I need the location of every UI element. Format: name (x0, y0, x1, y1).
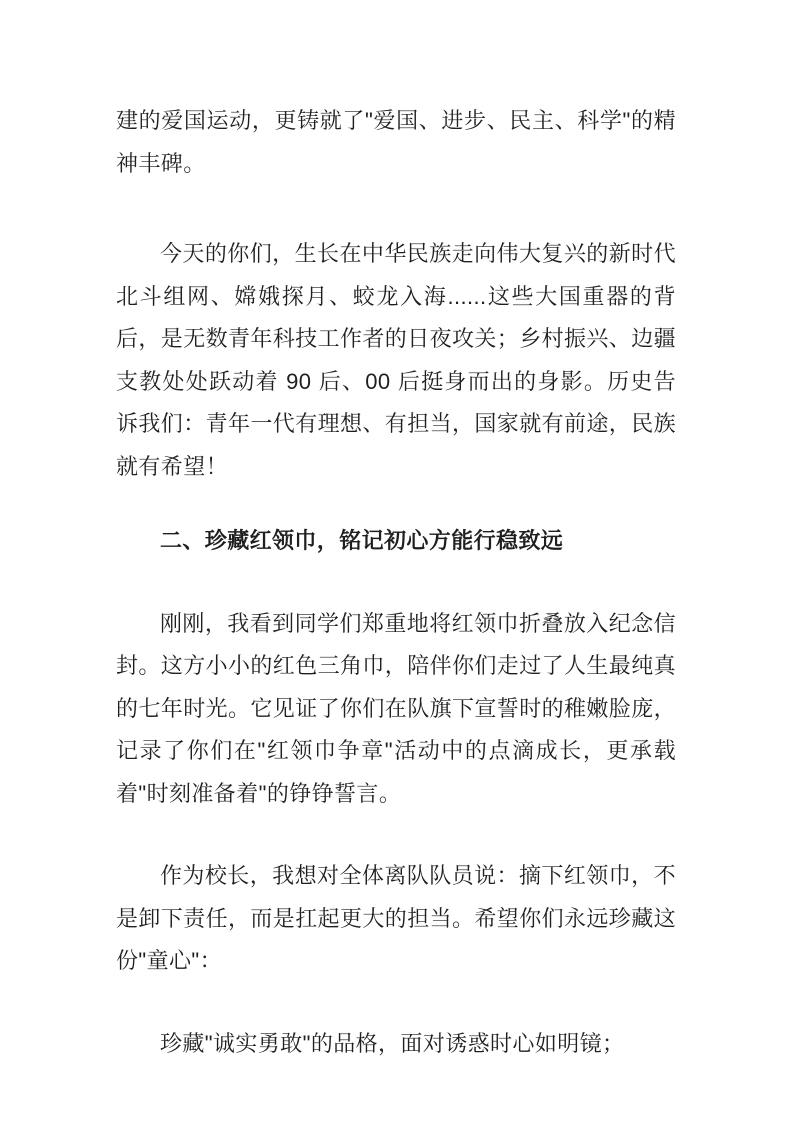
paragraph-continuation: 建的爱国运动，更铸就了"爱国、进步、民主、科学"的精神丰碑。 (116, 108, 676, 176)
paragraph-body: 今天的你们，生长在中华民族走向伟大复兴的新时代北斗组网、嫦娥探月、蛟龙入海......这些大国重器的背后，是无数青年科技工作者的日夜攻关；乡村振兴、边疆支教处处跃动着 90 后、00 后挺身而出的身影。历史告诉我们：青年一代有理想、有担当，国家就有前途，民族就有希望！ (116, 241, 677, 479)
section-heading: 二、珍藏红领巾，铭记初心方能行稳致远 (160, 528, 564, 553)
paragraph-body: 刚刚，我看到同学们郑重地将红领巾折叠放入纪念信封。这方小小的红色三角巾，陪伴你们走过了人生最纯真的七年时光。它见证了你们在队旗下宣誓时的稚嫩脸庞，记录了你们在"红领巾争章"活动中的点滴成长，更承载着"时刻准备着"的铮铮誓言。 (116, 610, 677, 806)
paragraph-body: 珍藏"诚实勇敢"的品格，面对诱惑时心如明镜； (160, 1030, 625, 1056)
paragraph-body: 作为校长，我想对全体离队队员说：摘下红领巾，不是卸下责任，而是扛起更大的担当。希望你们永远珍藏这份"童心"： (116, 863, 677, 973)
